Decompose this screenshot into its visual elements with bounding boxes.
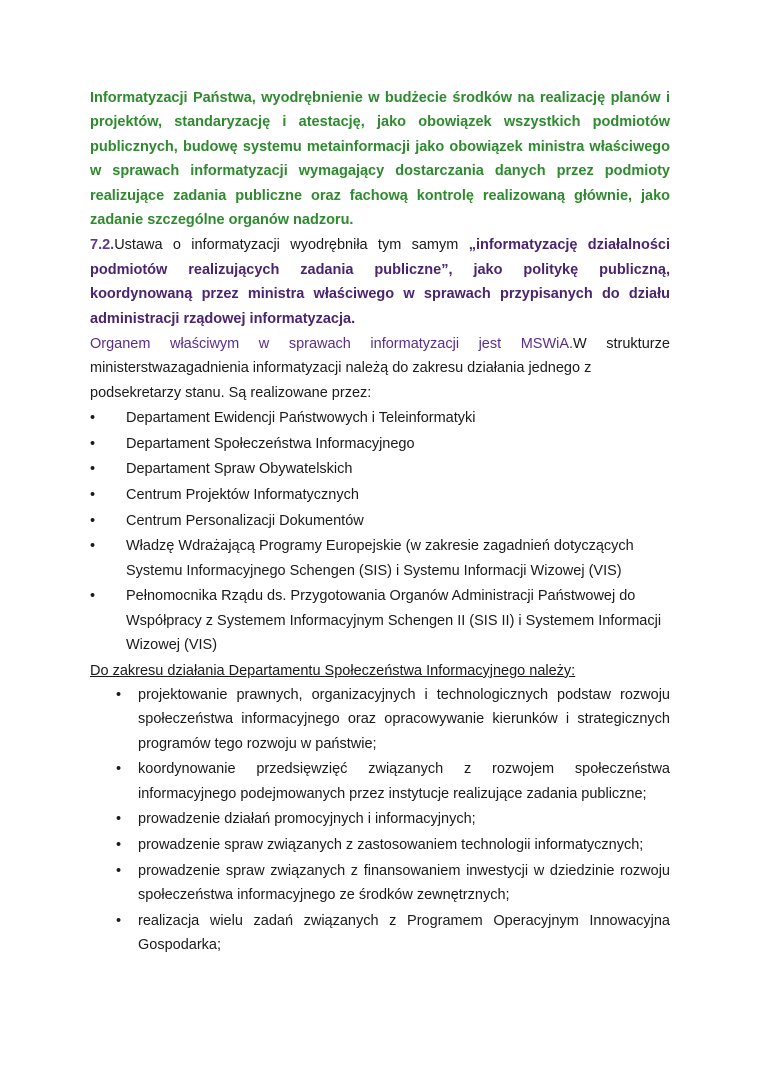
organ-word: [289, 332, 351, 356]
organ-paragraph: [90, 332, 670, 405]
bullet-icon: •: [90, 435, 96, 452]
organ-first-line: [90, 332, 670, 356]
organ-word-part: właściwym: [169, 336, 240, 353]
dept-task-label: prowadzenie spraw związanych z zastosowaniem technologii informatycznych;: [138, 837, 644, 854]
unit-label: Centrum Projektów Informatycznych: [126, 487, 359, 504]
unit-label: Departament Spraw Obywatelskich: [126, 461, 353, 478]
dept-task-item: [90, 833, 670, 857]
organ-word: [370, 332, 459, 356]
dept-task-item: [90, 859, 670, 908]
bullet-icon: •: [116, 837, 122, 854]
bullet-icon: •: [90, 487, 96, 504]
organ-word-part: w: [258, 336, 270, 353]
bullet-icon: •: [116, 862, 122, 879]
unit-label: Pełnomocnika Rządu ds. Przygotowania Organów Administracji Państwowej do Współpracy z Systemem Informacyjnym Schengen II (SIS II) i Systemem Informacji Wizowej (VIS): [126, 588, 662, 654]
organ-word: [479, 332, 502, 356]
organ-word-part: jest: [478, 336, 502, 353]
bullet-icon: •: [116, 811, 122, 828]
green-paragraph: Informatyzacji Państwa, wyodrębnienie w budżecie środków na realizację planów i projektów, standaryzację i atestację, jako obowiązek wszystkich podmiotów publicznych, budowę systemu metainformacji jako obowiązek ministra właściwego w sprawach informatyzacji wymagający dostarczania danych przez podmioty realizujące zadania publiczne oraz fachową kontrolę realizowaną głównie, jako zadanie szczególne organów nadzoru.: [90, 90, 670, 229]
dept-task-label: projektowanie prawnych, organizacyjnych i technologicznych podstaw rozwoju społeczeństwa informacyjnego oraz opracowywanie kierunków i strategicznych programów tego rozwoju w państwie;: [138, 687, 670, 752]
bullet-icon: •: [90, 410, 96, 427]
dept-task-item: [90, 807, 670, 831]
organ-word-part: sprawach: [288, 336, 351, 353]
dept-task-label: prowadzenie spraw związanych z finansowaniem inwestycji w dziedzinie rozwoju społeczeństwa informacyjnego ze środków zewnętrznych;: [138, 862, 670, 904]
organ-word-part: informatyzacji: [370, 336, 460, 353]
section-number: 7.2.: [90, 237, 115, 254]
units-list: [90, 406, 670, 657]
organ-paragraph-rest: ministerstwazagadnienia informatyzacji należą do zakresu działania jednego z podsekretarzy stanu. Są realizowane przez:: [90, 360, 592, 401]
bullet-icon: •: [116, 687, 122, 704]
bullet-icon: •: [90, 588, 96, 605]
bullet-icon: •: [90, 512, 96, 529]
section-intro: Ustawa o informatyzacji wyodrębniła tym samym: [114, 237, 469, 254]
organ-word: [90, 332, 150, 356]
organ-word-part: MSWiA.: [520, 336, 574, 353]
dept-task-label: prowadzenie działań promocyjnych i informacyjnych;: [138, 811, 476, 828]
unit-label: Władzę Wdrażającą Programy Europejskie (w zakresie zagadnień dotyczących Systemu Informacyjnego Schengen (SIS) i Systemu Informacji Wizowej (VIS): [126, 538, 634, 579]
section-7-2-paragraph: [90, 233, 670, 331]
dept-task-label: realizacja wielu zadań związanych z Programem Operacyjnym Innowacyjna Gospodarka;: [138, 912, 670, 954]
unit-list-item: [90, 406, 670, 430]
dept-task-item: [90, 909, 670, 958]
unit-list-item: [90, 534, 670, 583]
bullet-icon: •: [90, 538, 96, 555]
dept-heading: Do zakresu działania Departamentu Społeczeństwa Informacyjnego należy:: [90, 662, 576, 679]
document-page: [90, 86, 670, 959]
unit-list-item: [90, 584, 670, 657]
dept-task-item: [90, 683, 670, 756]
dept-task-label: koordynowanie przedsięwzięć związanych z rozwojem społeczeństwa informacyjnego podejmowanych przez instytucje realizujące zadania publiczne;: [138, 761, 670, 802]
unit-list-item: [90, 483, 670, 507]
organ-word: [259, 332, 269, 356]
dept-task-item: [90, 757, 670, 806]
bullet-icon: •: [116, 912, 122, 929]
bullet-icon: •: [116, 761, 122, 778]
unit-list-item: [90, 432, 670, 456]
section-emphasis: „informatyzację działalności podmiotów realizujących zadania publiczne”, jako politykę publiczną, koordynowaną przez ministra właściwego w sprawach przypisanych do działu administracji rządowej informatyzacja.: [90, 237, 670, 327]
unit-list-item: [90, 509, 670, 533]
unit-list-item: [90, 457, 670, 481]
organ-word-part: Organem: [90, 336, 151, 353]
unit-label: Departament Ewidencji Państwowych i Teleinformatyki: [126, 410, 476, 427]
organ-word: [170, 332, 239, 356]
unit-label: Centrum Personalizacji Dokumentów: [126, 512, 364, 529]
organ-word: [606, 332, 670, 356]
bullet-icon: •: [90, 461, 96, 478]
organ-word: [521, 332, 587, 356]
organ-word-part: W: [573, 336, 587, 353]
unit-label: Departament Społeczeństwa Informacyjnego: [126, 435, 415, 452]
dept-tasks-list: [90, 683, 670, 957]
organ-word-part: strukturze: [606, 336, 670, 353]
